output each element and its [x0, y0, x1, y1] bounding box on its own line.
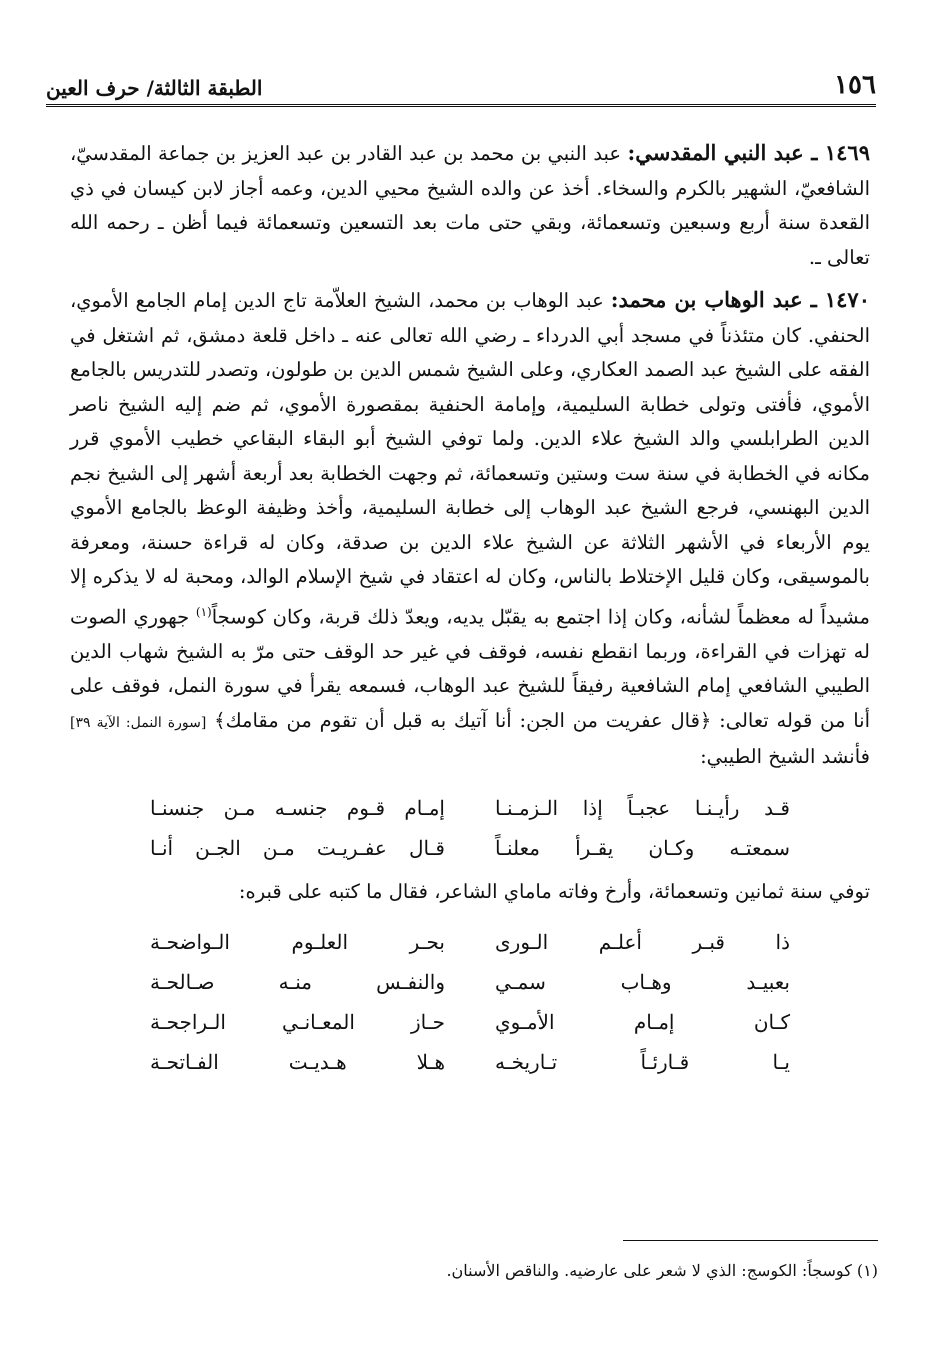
verse-hemistich: كـان إمـام الأمـوي	[495, 1010, 790, 1034]
entry-heading: ١٤٦٩ ـ عبد النبي المقدسي:	[627, 140, 870, 165]
entry-heading: ١٤٧٠ ـ عبد الوهاب بن محمد:	[610, 287, 870, 312]
running-head: الطبقة الثالثة/ حرف العين	[46, 76, 263, 100]
poem-2-intro: توفي سنة ثمانين وتسعمائة، وأرخ وفاته ماماي الشاعر، فقال ما كتبه على قبره:	[238, 879, 870, 903]
entry-text: جهوري الصوت له تهزات في القراءة، وربما انقطع نفسه، فوقف في غير حد الوقف حتى مرّ به الشيخ شهاب الدين الطيبي الشافعي إمام الشافعية رفيقاً للشيخ عبد الوهاب، فسمعه يقرأ في سورة النمل، فوقف على أنا من قوله تعالى: ﴿قال عفريت من الجن: أنا آتيك به قبل أن تقوم من مقامك﴾	[70, 605, 870, 732]
verse-hemistich: بحـر العلـوم الـواضحـة	[150, 930, 445, 954]
footnote-reference: (١)	[195, 604, 212, 619]
poem-1	[150, 791, 790, 865]
poem-2	[150, 925, 790, 1079]
verse-hemistich: حـاز المعـانـي الـراجحـة	[150, 1010, 445, 1034]
page-header	[46, 56, 876, 107]
entry-text: عبد النبي بن محمد بن عبد القادر بن عبد العزيز بن جماعة المقدسيّ، الشافعيّ، الشهير بالكرم والسخاء. أخذ عن والده الشيخ محيي الدين، وعمه أجاز لابن كيسان في ذي القعدة سنة أربع وسبعين وتسعمائة، وبقي حتى مات بعد التسعين وتسعمائة فيما أظن ـ رحمه الله تعالى ـ.	[70, 142, 870, 269]
verse-hemistich: يـا قـارئـاً تـاريخـه	[495, 1050, 790, 1074]
quran-source: [سورة النمل: الآية ٣٩]	[70, 714, 207, 731]
footnote-number: (١)	[856, 1261, 878, 1280]
verse-hemistich: هـلا هـديـت الفـاتحـة	[150, 1050, 445, 1074]
entry-text: عبد الوهاب بن محمد، الشيخ العلاّمة تاج الدين إمام الجامع الأموي، الحنفي. كان متئذناً في مسجد أبي الدرداء ـ رضي الله تعالى عنه ـ داخل قلعة دمشق، ثم اشتغل في الفقه على الشيخ عبد الصمد العكاري، وعلى الشيخ شمس الدين بن طولون، وتصدر للتدريس بالجامع الأموي، فأفتى وتولى خطابة السليمية، وإمامة الحنفية بمقصورة الأموي، ثم ضم إليه الشيخ ناصر الدين الطرابلسي والد الشيخ علاء الدين. ولما توفي الشيخ أبو البقاء البقاعي خطيب الأموي قرر مكانه في الخطابة في سنة ست وستين وتسعمائة، ثم وجهت الخطابة بعد أربعة أشهر إلى الشيخ نجم الدين البهنسي، فرجع الشيخ عبد الوهاب إلى خطابة السليمية، وأخذ وظيفة الوعظ بالجامع الأموي يوم الأربعاء في الأشهر الثلاثة عن الشيخ علاء الدين بن صدقة، وكان له قراءة حسنة، ومعرفة بالموسيقى، وكان قليل الإختلاط بالناس، وكان له اعتقاد في شيخ الإسلام الوالد، ومحبة له لا يذكره إلا مشيداً له معظماً لشأنه، وكان إذا اجتمع به يقبّل يديه، ويعدّ ذلك قربة، وكان كوسجاً	[70, 289, 870, 628]
verse-hemistich: قـد رأيـنـا عجبـاً إذا الـزمـنـا	[495, 795, 790, 820]
verse-hemistich: ذا قبـر أعلـم الـورى	[495, 930, 790, 954]
verse-hemistich: سمعتـه وكـان يقـرأ معلنـاً	[495, 835, 790, 860]
page-body	[70, 136, 870, 1089]
footnote-text: كوسجاً: الكوسج: الذي لا شعر على عارضيه. والناقص الأسنان.	[446, 1261, 857, 1280]
entry-text: فأنشد الشيخ الطيبي:	[700, 745, 870, 768]
entry-1470	[70, 283, 870, 775]
footnote-divider	[623, 1240, 878, 1241]
verse-hemistich: إمـام قـوم جنسـه مـن جنسنـا	[150, 795, 445, 820]
entry-1469	[70, 136, 870, 275]
footnote	[70, 1258, 878, 1284]
page-number: ١٥٦	[834, 70, 876, 100]
verse-hemistich: والنفـس منـه صـالحـة	[150, 970, 445, 994]
verse-hemistich: قـال عفـريـت مـن الجـن أنـا	[150, 835, 445, 860]
verse-hemistich: بعبيـد وهـاب سمـي	[495, 970, 790, 994]
